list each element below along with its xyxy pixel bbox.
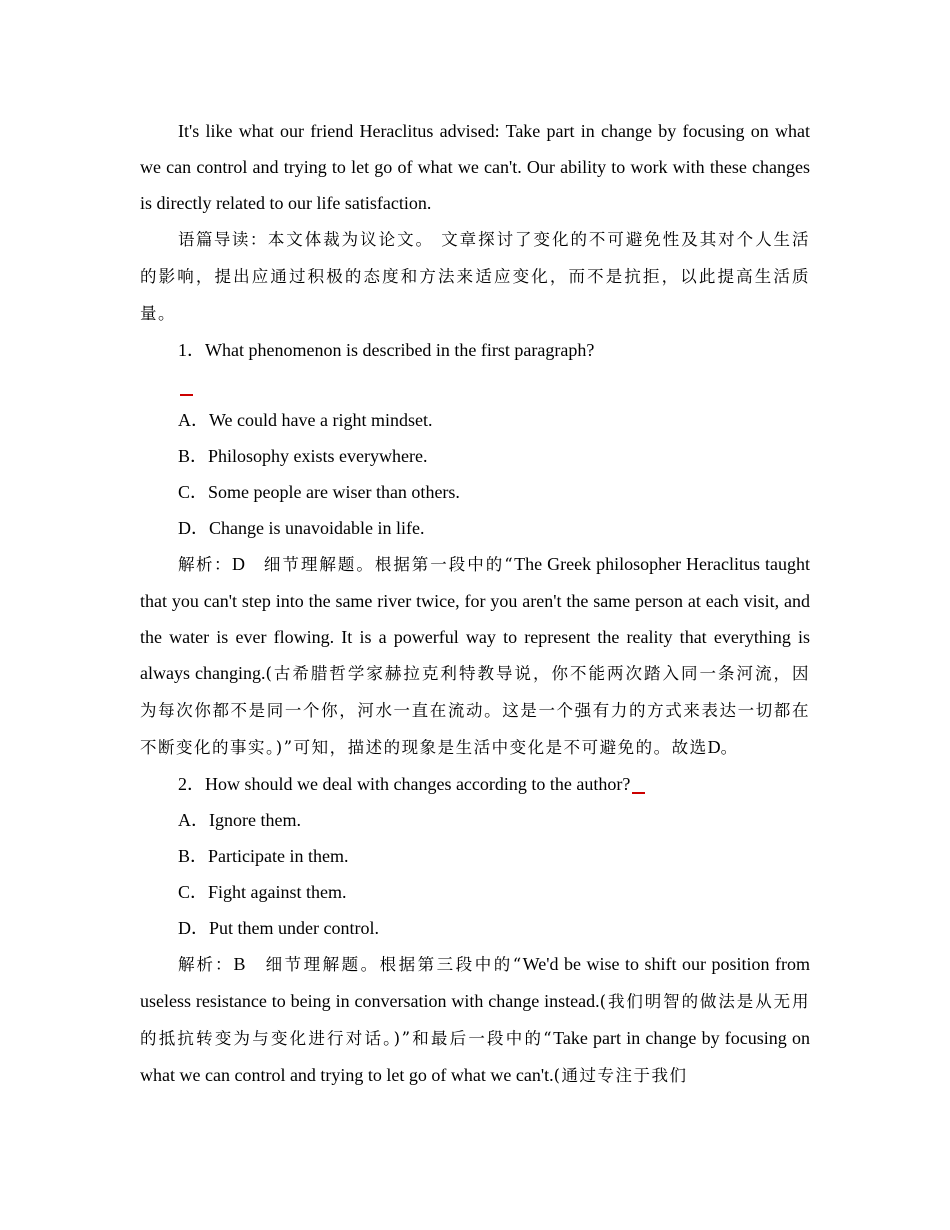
guide-label: 语篇导读：	[178, 230, 268, 249]
analysis-quote-en: Take part in change by focusing on what we can control and trying to let go of what we can't.	[140, 1028, 810, 1085]
answer-blank-mark	[180, 394, 193, 396]
question-2-analysis	[140, 946, 810, 1094]
intro-paragraph: It's like what our friend Heraclitus advised: Take part in change by focusing on what we can control and trying to let go of what we can't. Our ability to work with these changes is directly related to our life satisfaction.	[140, 121, 810, 213]
question-2-stem-text: 2．How should we deal with changes according to the author?	[178, 774, 631, 794]
reading-guide	[140, 221, 810, 332]
analysis-label: 解析：	[178, 955, 234, 974]
question-1-option-d: D．Change is unavoidable in life.	[178, 518, 425, 538]
question-2-option-b: B．Participate in them.	[178, 846, 349, 866]
analysis-quote-en: We'd be wise to shift our position from useless resistance to being in conversation with change instead.	[140, 954, 811, 1011]
analysis-label: 解析：	[178, 555, 232, 574]
analysis-text-zh: 。	[720, 738, 739, 757]
question-1-option-a: A．We could have a right mindset.	[178, 410, 433, 430]
document-page	[140, 113, 810, 1094]
question-1-option-c: C．Some people are wiser than others.	[178, 482, 460, 502]
question-1-answer-blank[interactable]	[140, 368, 810, 402]
question-2-option-d: D．Put them under control.	[178, 918, 379, 938]
analysis-text-zh: 细节理解题。根据第一段中的“	[244, 555, 515, 574]
analysis-text-zh: 细节理解题。根据第三段中的“	[245, 955, 523, 974]
guide-text: 本文体裁为议论文。 文章探讨了变化的不可避免性及其对个人生活的影响，提出应通过积极的态度和方法来适应变化，而不是抗拒，以此提高生活质量。	[140, 230, 811, 323]
analysis-answer: B	[233, 954, 246, 974]
analysis-answer: D	[231, 554, 245, 574]
question-2-answer-blank[interactable]	[632, 792, 645, 794]
question-2-option-a: A．Ignore them.	[178, 810, 301, 830]
question-1-stem: 1．What phenomenon is described in the first paragraph?	[178, 340, 595, 360]
question-2-option-c: C．Fight against them.	[178, 882, 347, 902]
question-1-analysis	[140, 546, 810, 766]
analysis-choice: D	[707, 737, 721, 757]
question-1-option-b: B．Philosophy exists everywhere.	[178, 446, 428, 466]
analysis-text-zh: (通过专注于我们	[553, 1066, 688, 1085]
analysis-text-zh: (古希腊哲学家赫拉克利特教导说，你不能两次踏入同一条河流，因为每次你都不是同一个你，河水一直在流动。这是一个强有力的方式来表达一切都在不断变化的事实。)”可知，描述的现象是生活中变化是不可避免的。故选	[140, 664, 810, 757]
analysis-quote-en: The Greek philosopher Heraclitus taught that you can't step into the same river twice, for you aren't the same person at each visit, and the water is ever flowing. It is a powerful way to represent the reality that everything is always changing.	[140, 554, 810, 683]
analysis-text-zh: (我们明智的做法是从无用的抵抗转变为与变化进行对话。)”和最后一段中的“	[140, 992, 810, 1048]
question-2-stem	[140, 766, 810, 802]
